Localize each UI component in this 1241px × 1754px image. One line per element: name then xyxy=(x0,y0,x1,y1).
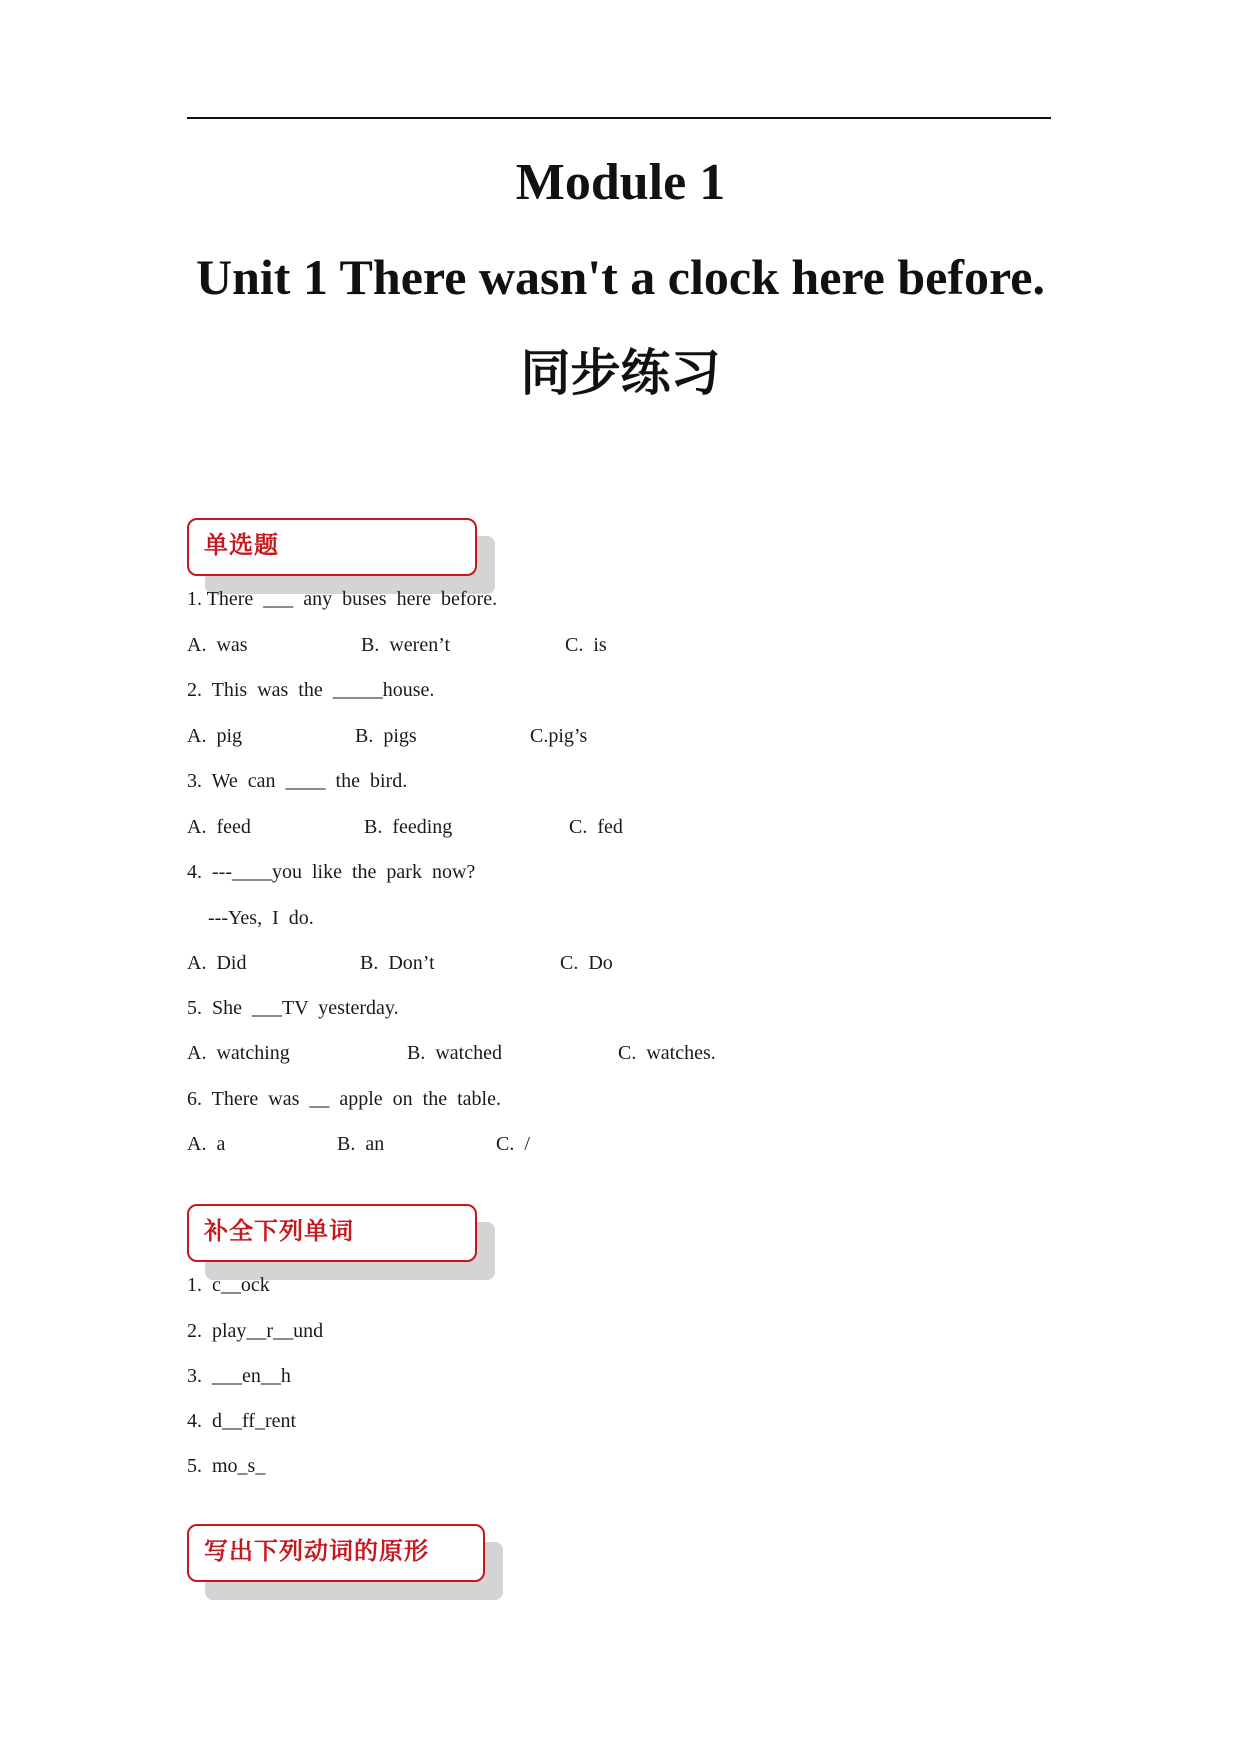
q3-option-a: A. feed xyxy=(187,816,251,838)
section-heading-label: 单选题 xyxy=(204,531,279,559)
question-2: 2. This was the _____house. xyxy=(187,679,435,701)
section-heading-complete-words xyxy=(187,1204,477,1262)
q1-option-a: A. was xyxy=(187,634,248,656)
question-5: 5. She ___TV yesterday. xyxy=(187,997,399,1019)
q6-option-c: C. / xyxy=(496,1133,530,1155)
word-item-1: 1. c__ock xyxy=(187,1274,270,1296)
header-rule xyxy=(187,117,1051,119)
q6-option-b: B. an xyxy=(337,1133,385,1155)
q2-option-a: A. pig xyxy=(187,725,242,747)
q1-option-c: C. is xyxy=(565,634,607,656)
q3-option-c: C. fed xyxy=(569,816,623,838)
question-3: 3. We can ____ the bird. xyxy=(187,770,408,792)
question-4: 4. ---____you like the park now? xyxy=(187,861,476,883)
word-item-2: 2. play__r__und xyxy=(187,1320,324,1342)
q3-option-b: B. feeding xyxy=(364,816,453,838)
question-1: 1. There ___ any buses here before. xyxy=(187,588,498,610)
word-item-4: 4. d__ff_rent xyxy=(187,1410,297,1432)
question-4-response: ---Yes, I do. xyxy=(208,907,314,929)
word-item-5: 5. mo_s_ xyxy=(187,1455,266,1477)
section-heading-label: 补全下列单词 xyxy=(204,1217,354,1245)
q4-option-b: B. Don’t xyxy=(360,952,435,974)
module-title: Module 1 xyxy=(515,154,726,211)
q4-option-c: C. Do xyxy=(560,952,613,974)
q2-option-b: B. pigs xyxy=(355,725,417,747)
q6-option-a: A. a xyxy=(187,1133,226,1155)
q4-option-a: A. Did xyxy=(187,952,247,974)
section-heading-label: 写出下列动词的原形 xyxy=(204,1537,429,1565)
q5-option-b: B. watched xyxy=(407,1042,502,1064)
exercise-title: 同步练习 xyxy=(520,344,721,402)
section-heading-verb-base-forms xyxy=(187,1524,485,1582)
q5-option-c: C. watches. xyxy=(618,1042,716,1064)
word-item-3: 3. ___en__h xyxy=(187,1365,291,1387)
section-heading-single-choice xyxy=(187,518,477,576)
unit-title: Unit 1 There wasn't a clock here before. xyxy=(196,249,1045,305)
q5-option-a: A. watching xyxy=(187,1042,290,1064)
q2-option-c: C.pig’s xyxy=(530,725,588,747)
question-6: 6. There was __ apple on the table. xyxy=(187,1088,501,1110)
q1-option-b: B. weren’t xyxy=(361,634,451,656)
